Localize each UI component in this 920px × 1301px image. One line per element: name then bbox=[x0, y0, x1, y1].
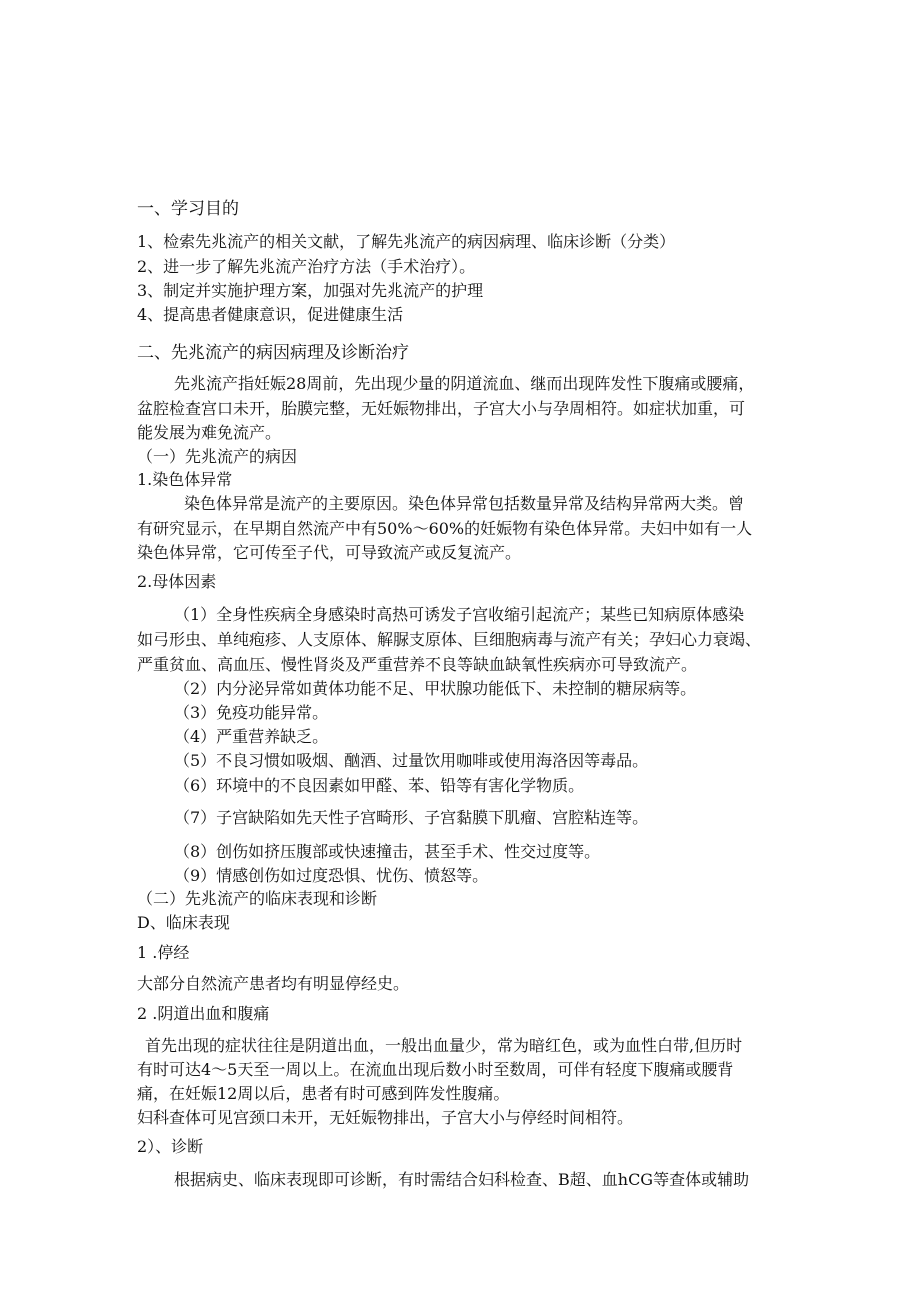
intro-line: 能发展为难免流产。 bbox=[137, 423, 282, 442]
maternal-item: （5）不良习惯如吸烟、酗酒、过量饮用咖啡或使用海洛因等毒品。 bbox=[174, 751, 649, 770]
maternal-text-line: 严重贫血、高血压、慢性肾炎及严重营养不良等缺血缺氧性疾病亦可导致流产。 bbox=[137, 655, 698, 674]
maternal-heading: 2.母体因素 bbox=[137, 572, 217, 591]
clinical-subheading: D、临床表现 bbox=[137, 913, 230, 932]
maternal-item: （8）创伤如挤压腹部或快速撞击，甚至手术、性交过度等。 bbox=[174, 842, 601, 861]
intro-line: 盆腔检查宫口未开，胎膜完整，无妊娠物排出，子宫大小与孕周相符。如症状加重，可 bbox=[137, 399, 746, 418]
section2-heading: 二、先兆流产的病因病理及诊断治疗 bbox=[137, 343, 409, 363]
exam-text: 妇科查体可见宫颈口未开，无妊娠物排出，子宫大小与停经时间相符。 bbox=[137, 1108, 634, 1127]
bleeding-heading: 2 .阴道出血和腹痛 bbox=[137, 1004, 270, 1023]
maternal-item: （6）环境中的不良因素如甲醛、苯、铅等有害化学物质。 bbox=[174, 776, 585, 795]
chromosome-text-line: 染色体异常是流产的主要原因。染色体异常包括数量异常及结构异常两大类。曾 bbox=[184, 494, 745, 513]
objective-item: 4、提高患者健康意识，促进健康生活 bbox=[137, 305, 404, 324]
cause-heading: （一）先兆流产的病因 bbox=[137, 447, 298, 466]
maternal-item: （7）子宫缺陷如先天性子宫畸形、子宫黏膜下肌瘤、宫腔粘连等。 bbox=[174, 808, 649, 827]
bleeding-text-line: 痛，在妊娠12周以后，患者有时可感到阵发性腹痛。 bbox=[137, 1084, 510, 1103]
section1-heading: 一、学习目的 bbox=[137, 199, 239, 219]
intro-line: 先兆流产指妊娠28周前，先出现少量的阴道流血、继而出现阵发性下腹痛或腰痛， bbox=[174, 374, 755, 393]
maternal-item: （2）内分泌异常如黄体功能不足、甲状腺功能低下、未控制的糖尿病等。 bbox=[174, 679, 697, 698]
diagnosis-heading: 2）、诊断 bbox=[137, 1137, 204, 1156]
maternal-text-line: 如弓形虫、单纯疱疹、人支原体、解脲支原体、巨细胞病毒与流产有关；孕妇心力衰竭、 bbox=[137, 630, 762, 649]
objective-item: 2、进一步了解先兆流产治疗方法（手术治疗）。 bbox=[137, 257, 476, 276]
diagnosis-text: 根据病史、临床表现即可诊断，有时需结合妇科检查、B超、血hCG等查体或辅助 bbox=[174, 1170, 750, 1189]
bleeding-text-line: 首先出现的症状往往是阴道出血，一般出血量少，常为暗红色，或为血性白带,但历时 bbox=[145, 1036, 743, 1055]
clinical-heading: （二）先兆流产的临床表现和诊断 bbox=[137, 889, 378, 908]
maternal-text-line: （1）全身性疾病全身感染时高热可诱发子宫收缩引起流产；某些已知病原体感染 bbox=[174, 605, 745, 624]
chromosome-heading: 1.染色体异常 bbox=[137, 470, 233, 489]
maternal-item: （3）免疫功能异常。 bbox=[174, 703, 329, 722]
chromosome-text-line: 染色体异常，它可传至子代，可导致流产或反复流产。 bbox=[137, 543, 522, 562]
maternal-item: （4）严重营养缺乏。 bbox=[174, 727, 329, 746]
objective-item: 1、检索先兆流产的相关文献，了解先兆流产的病因病理、临床诊断（分类） bbox=[137, 232, 676, 251]
bleeding-text-line: 有时可达4～5天至一周以上。在流血出现后数小时至数周，可伴有轻度下腹痛或腰背 bbox=[137, 1060, 734, 1079]
maternal-item: （9）情感创伤如过度恐惧、忧伤、愤怒等。 bbox=[174, 866, 489, 885]
amenorrhea-heading: 1 .停经 bbox=[137, 943, 190, 962]
chromosome-text-line: 有研究显示，在早期自然流产中有50%～60%的妊娠物有染色体异常。夫妇中如有一人 bbox=[137, 519, 753, 538]
objective-item: 3、制定并实施护理方案，加强对先兆流产的护理 bbox=[137, 281, 484, 300]
amenorrhea-text: 大部分自然流产患者均有明显停经史。 bbox=[137, 974, 410, 993]
